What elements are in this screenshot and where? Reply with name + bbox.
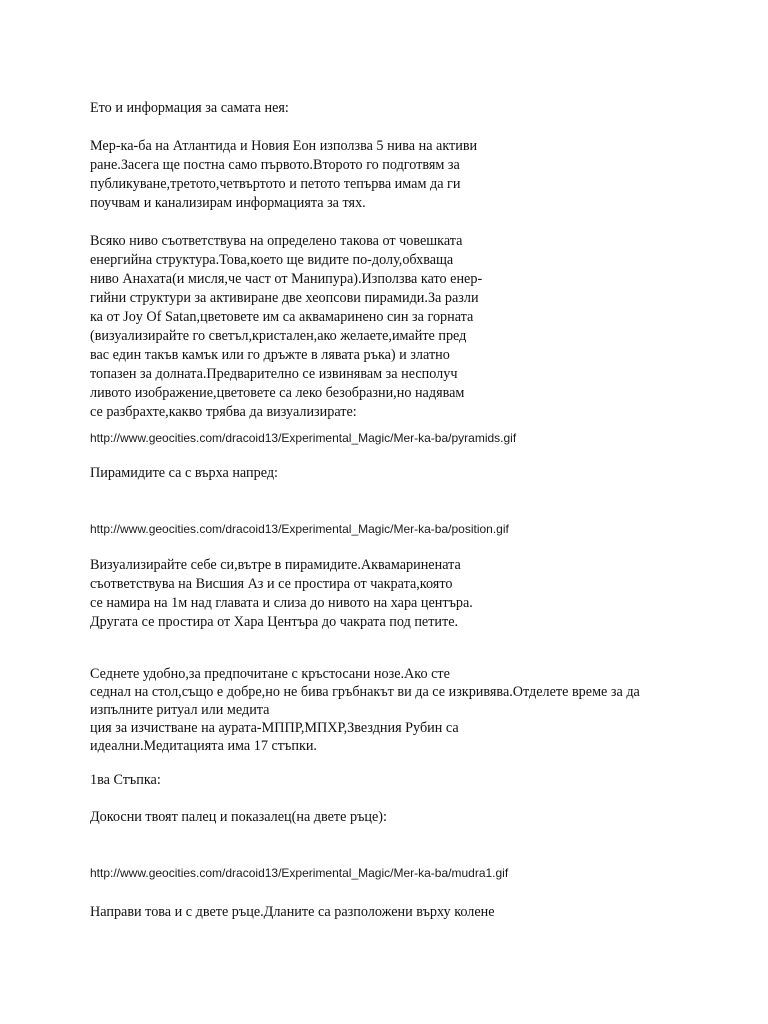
mudra-image-link[interactable]: http://www.geocities.com/dracoid13/Experimental_Magic/Mer-ka-ba/mudra1.gif (90, 866, 509, 880)
hands-instruction: Направи това и с двете ръце.Дланите са разположени върху колене (90, 904, 495, 920)
text-line: ка от Joy Of Satan,цветовете им са аквамаринено син за горната (90, 309, 474, 325)
text-line: гийни структури за активиране две хеопсови пирамиди.За разли (90, 290, 479, 306)
text-line: ниво Анахата(и мисля,че част от Манипура).Използва като енер- (90, 271, 483, 287)
text-line: Седнете удобно,за предпочитане с кръстосани нозе.Ако сте (90, 666, 450, 682)
pyramids-image-link[interactable]: http://www.geocities.com/dracoid13/Experimental_Magic/Mer-ka-ba/pyramids.gif (90, 431, 517, 445)
text-line: поучвам и канализирам информацията за тях. (90, 195, 366, 211)
text-line: съответствува на Висшия Аз и се простира от чакрата,която (90, 576, 453, 592)
text-line: идеални.Медитацията има 17 стъпки. (90, 738, 317, 754)
text-line: изпълните ритуал или медита (90, 702, 270, 718)
text-line: се намира на 1м над главата и слиза до нивото на хара центъра. (90, 595, 473, 611)
text-line: ция за изчистване на аурата-МППР,МПХР,Звездния Рубин са (90, 720, 459, 736)
intro-heading: Ето и информация за самата нея: (90, 100, 289, 116)
text-line: (визуализирайте го светъл,кристален,ако желаете,имайте пред (90, 328, 467, 344)
text-line: се разбрахте,какво трябва да визуализирате: (90, 404, 357, 420)
text-line: енергийна структура.Това,което ще видите по-долу,обхваща (90, 252, 454, 268)
text-line: Всяко ниво съответствува на определено такова от човешката (90, 233, 463, 249)
pyramids-caption: Пирамидите са с върха напред: (90, 465, 278, 481)
text-line: топазен за долната.Предварително се извинявам за несполуч (90, 366, 458, 382)
text-line: ливото изображение,цветовете са леко безобразни,но надявам (90, 385, 465, 401)
text-line: ране.Засега ще постна само първото.Второто го подготвям за (90, 157, 460, 173)
step-1-heading: 1ва Стъпка: (90, 772, 161, 788)
text-line: вас един такъв камък или го дръжте в лявата ръка) и златно (90, 347, 450, 363)
text-line: публикуване,третото,четвъртото и петото тепърва имам да ги (90, 176, 461, 192)
text-line: Другата се простира от Хара Центъра до чакрата под петите. (90, 614, 459, 630)
text-line: Мер-ка-ба на Атлантида и Новия Еон използва 5 нива на активи (90, 138, 478, 154)
text-line: седнал на стол,също е добре,но не бива гръбнакът ви да се изкривява.Отделете време за да (90, 684, 640, 700)
position-image-link[interactable]: http://www.geocities.com/dracoid13/Experimental_Magic/Mer-ka-ba/position.gif (90, 522, 509, 536)
text-line: Визуализирайте себе си,вътре в пирамидите.Аквамаринената (90, 557, 461, 573)
step-1-instruction: Докосни твоят палец и показалец(на двете ръце): (90, 809, 387, 825)
